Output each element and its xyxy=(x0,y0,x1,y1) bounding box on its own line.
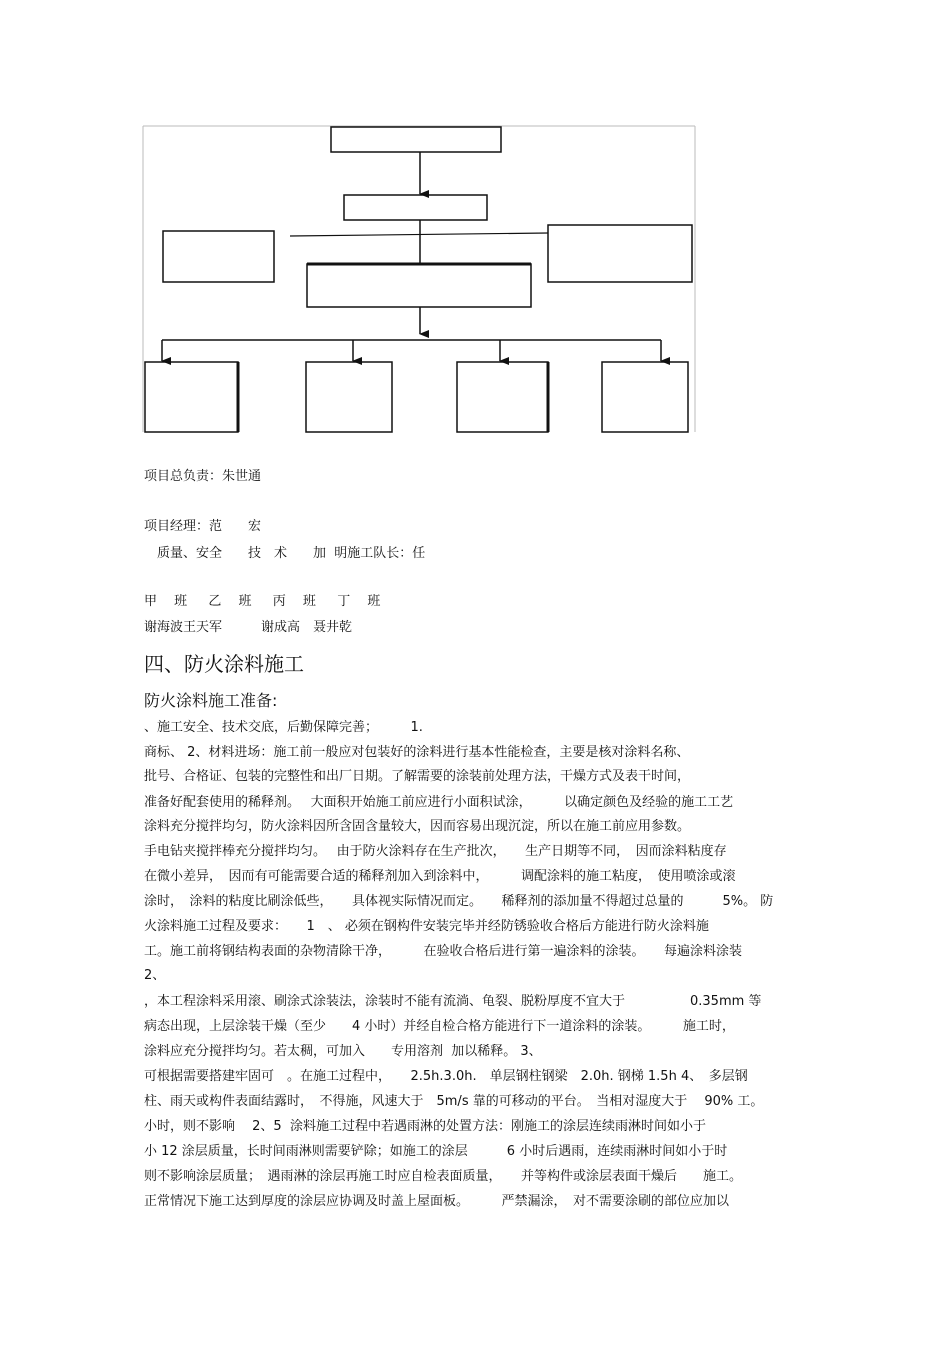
body-line: 手电钻夹搅拌棒充分搅拌均匀。 由于防火涂料存在生产批次， 生产日期等不同， 因而涂料粘度存 xyxy=(144,844,727,859)
body-line: 柱、雨天或构件表面结露时， 不得施，风速大于 5m/s 靠的可移动的平台。 当相对湿度大于 90% 工。 xyxy=(144,1094,764,1109)
chart-box-right xyxy=(548,225,692,282)
project-chief: 项目总负责：朱世通 xyxy=(144,469,262,484)
body-line: 小 12 涂层质量，长时间雨淋则需要铲除；如施工的涂层 6 小时后遇雨，连续雨淋时间如小于时 xyxy=(144,1144,728,1159)
body-line: 则不影响涂层质量； 遇雨淋的涂层再施工时应自检表面质量， 并等构件或涂层表面干燥后 施工。 xyxy=(144,1169,743,1184)
body-line: 小时，则不影响 2、5 涂料施工过程中若遇雨淋的处置方法：刚施工的涂层连续雨淋时间如小于 xyxy=(144,1119,706,1134)
body-line: 2、 xyxy=(144,968,166,983)
body-line: 商标、 2、材料进场：施工前一般应对包装好的涂料进行基本性能检查，主要是核对涂料名称、 xyxy=(144,745,690,760)
chart-box-middle xyxy=(307,264,531,307)
chart-box-team-a xyxy=(145,362,238,432)
chart-box-team-d xyxy=(602,362,688,432)
quality-safety-line: 质量、安全 技 术 加 明施工队长：任 xyxy=(144,546,426,561)
body-line: 准备好配套使用的稀释剂。 大面积开始施工前应进行小面积试涂， 以确定颜色及经验的施工工艺 xyxy=(144,795,734,810)
body-line: 、施工安全、技术交底，后勤保障完善； 1. xyxy=(144,720,423,735)
team-leaders: 谢海波王天军 谢成高 聂井乾 xyxy=(144,620,353,635)
body-line: 可根据需要搭建牢固可 。在施工过程中， 2.5h.3.0h. 单层钢柱钢梁 2.0h. 钢梯 1.5h 4、 多层钢 xyxy=(144,1069,748,1084)
chart-box-second xyxy=(344,195,487,220)
body-line: 病态出现，上层涂装干燥（至少 4 小时）并经自检合格方能进行下一道涂料的涂装。 施工时， xyxy=(144,1019,735,1034)
body-line: 在微小差异， 因而有可能需要合适的稀释剂加入到涂料中， 调配涂料的施工粘度， 使用喷涂或滚 xyxy=(144,869,736,884)
section-subtitle: 防火涂料施工准备: xyxy=(144,691,278,710)
chart-box-team-c xyxy=(457,362,548,432)
chart-box-left xyxy=(163,231,274,282)
body-line: 涂料充分搅拌均匀，防火涂料因所含固含量较大，因而容易出现沉淀，所以在施工前应用参数。 xyxy=(144,819,691,834)
body-line: 涂时， 涂料的粘度比刷涂低些， 具体视实际情况而定。 稀释剂的添加量不得超过总量的 5%。 防 xyxy=(144,894,774,909)
chart-horizontal-link xyxy=(290,233,548,236)
section-title: 四、防火涂料施工 xyxy=(144,652,304,676)
project-manager: 项目经理：范 宏 xyxy=(144,519,262,534)
body-line: 火涂料施工过程及要求： 1 、 必须在钢构件安装完毕并经防锈验收合格后方能进行防火涂料施 xyxy=(144,919,709,934)
org-chart xyxy=(0,0,950,450)
body-line: 正常情况下施工达到厚度的涂层应协调及时盖上屋面板。 严禁漏涂， 对不需要涂刷的部位应加以 xyxy=(144,1194,730,1209)
body-line: 涂料应充分搅拌均匀。若太稠，可加入 专用溶剂 加以稀释。 3、 xyxy=(144,1044,542,1059)
body-line: 批号、合格证、包装的完整性和出厂日期。了解需要的涂装前处理方法，干燥方式及表干时间， xyxy=(144,769,691,784)
chart-box-top xyxy=(331,127,501,152)
body-line: 工。施工前将钢结构表面的杂物清除干净， 在验收合格后进行第一遍涂料的涂装。 每遍涂料涂装 xyxy=(144,944,743,959)
chart-box-team-b xyxy=(306,362,392,432)
body-line: ，本工程涂料采用滚、刷涂式涂装法，涂装时不能有流淌、龟裂、脱粉厚度不宜大于 0.35mm 等 xyxy=(144,994,762,1009)
team-names: 甲 班 乙 班 丙 班 丁 班 xyxy=(144,594,381,609)
